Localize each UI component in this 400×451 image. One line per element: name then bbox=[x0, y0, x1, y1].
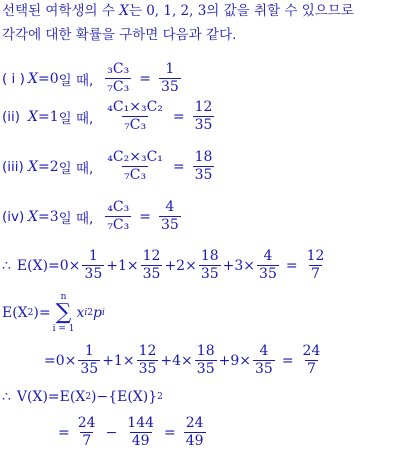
summand-p: p bbox=[93, 305, 102, 321]
variance-lhs: V(X)=E(X bbox=[16, 389, 86, 405]
case-suffix: 일 때, bbox=[58, 160, 94, 177]
case-1 bbox=[2, 62, 183, 95]
fraction-denominator: 35 bbox=[80, 361, 99, 377]
fraction-numerator: 24 bbox=[185, 415, 204, 431]
case-variable: X bbox=[28, 208, 38, 225]
intro-line-1 bbox=[2, 2, 354, 20]
variance-fraction-b bbox=[125, 416, 156, 449]
second-moment-result bbox=[301, 344, 323, 377]
summand-x: x bbox=[76, 305, 85, 321]
expectation-fraction-4 bbox=[257, 249, 279, 282]
intro-values: 0, 1, 2, 3 bbox=[146, 3, 207, 19]
fraction-numerator: 12 bbox=[306, 248, 325, 264]
summation-lower: i = 1 bbox=[52, 324, 75, 334]
therefore-symbol: ∴ bbox=[2, 257, 11, 274]
case-combination-fraction bbox=[105, 62, 131, 95]
expectation-term-3: +2× bbox=[164, 257, 197, 274]
case-2 bbox=[2, 100, 216, 133]
fraction-denominator: 35 bbox=[142, 266, 161, 282]
expectation-term-4: +3× bbox=[222, 257, 256, 274]
equals-sign: = bbox=[285, 257, 298, 274]
fraction-denominator: 35 bbox=[196, 361, 215, 377]
case-combination-fraction bbox=[105, 200, 131, 233]
fraction-denominator: 35 bbox=[254, 361, 273, 377]
fraction-numerator: 12 bbox=[194, 99, 213, 115]
variance-result bbox=[184, 416, 206, 449]
case-combination-fraction bbox=[105, 150, 165, 183]
case-value: 1 bbox=[49, 108, 59, 125]
case-probability-fraction bbox=[193, 100, 215, 133]
equals-sign: = bbox=[164, 424, 176, 441]
intro-text-a: 선택된 여학생의 수 bbox=[2, 3, 115, 19]
intro-variable: X bbox=[119, 3, 129, 19]
case-suffix: 일 때, bbox=[58, 210, 94, 227]
case-label: (iii) bbox=[2, 158, 24, 175]
fraction-numerator: 1 bbox=[165, 61, 175, 77]
fraction-numerator: ₃C₃ bbox=[107, 61, 130, 77]
fraction-numerator: 4 bbox=[263, 248, 273, 264]
summand-p-index: i bbox=[101, 308, 105, 318]
case-variable: X bbox=[28, 108, 38, 125]
minus-sign: − bbox=[105, 424, 118, 441]
expectation-fraction-1 bbox=[82, 249, 104, 282]
second-moment-fraction-1 bbox=[78, 344, 100, 377]
case-4 bbox=[2, 200, 183, 233]
fraction-numerator: 12 bbox=[138, 343, 157, 359]
expectation-lhs: E(X) bbox=[16, 257, 49, 274]
case-eq: = bbox=[37, 158, 50, 175]
second-moment-term-4: +9× bbox=[218, 352, 251, 369]
fraction-numerator: ₄C₁×₃C₂ bbox=[107, 99, 163, 115]
expectation-fraction-2 bbox=[141, 249, 163, 282]
second-moment-definition bbox=[2, 292, 105, 334]
variance-sup-1: 2 bbox=[85, 392, 92, 402]
fraction-denominator: 49 bbox=[185, 433, 204, 449]
case-suffix: 일 때, bbox=[58, 110, 94, 127]
variance-line bbox=[58, 416, 208, 449]
fraction-numerator: 18 bbox=[200, 248, 219, 264]
case-eq: = bbox=[37, 208, 50, 225]
expectation-term-2: +1× bbox=[106, 257, 139, 274]
case-combination-fraction bbox=[105, 100, 165, 133]
second-moment-lhs-pre: E(X bbox=[2, 305, 28, 321]
fraction-denominator: 49 bbox=[131, 433, 150, 449]
summand-x-index: i bbox=[84, 308, 88, 318]
case-value: 2 bbox=[49, 158, 59, 175]
fraction-numerator: 12 bbox=[142, 248, 161, 264]
summation-upper: n bbox=[60, 292, 67, 302]
summation-symbol bbox=[53, 292, 75, 334]
fraction-numerator: 4 bbox=[165, 199, 175, 215]
therefore-symbol: ∴ bbox=[2, 389, 11, 405]
fraction-denominator: 7 bbox=[307, 361, 316, 377]
fraction-denominator: 35 bbox=[160, 217, 179, 233]
second-moment-fraction-2 bbox=[137, 344, 159, 377]
case-probability-fraction bbox=[193, 150, 215, 183]
fraction-denominator: ₇C₃ bbox=[107, 217, 130, 233]
case-variable: X bbox=[28, 70, 38, 87]
intro-text-b: 는 bbox=[128, 3, 142, 19]
case-eq: = bbox=[37, 70, 50, 87]
case-variable: X bbox=[28, 158, 38, 175]
intro-text-c: 의 값을 취할 수 있으므로 bbox=[206, 3, 354, 19]
fraction-denominator: 35 bbox=[200, 266, 219, 282]
fraction-numerator: 24 bbox=[302, 343, 321, 359]
fraction-numerator: 4 bbox=[259, 343, 269, 359]
fraction-denominator: 7 bbox=[311, 266, 320, 282]
fraction-denominator: 7 bbox=[82, 433, 92, 449]
case-probability-fraction bbox=[159, 200, 181, 233]
equals-sign: = bbox=[281, 352, 294, 369]
case-3 bbox=[2, 150, 216, 183]
second-moment-line bbox=[44, 344, 324, 377]
fraction-denominator: 35 bbox=[194, 117, 213, 133]
fraction-denominator: 35 bbox=[194, 167, 213, 183]
fraction-numerator: 18 bbox=[194, 149, 213, 165]
variance-mid: )−{E(X)} bbox=[91, 389, 158, 405]
second-moment-lhs-post: )= bbox=[33, 305, 51, 321]
second-moment-term-3: +4× bbox=[160, 352, 193, 369]
variance-fraction-a bbox=[76, 416, 98, 449]
case-value: 0 bbox=[49, 70, 59, 87]
fraction-denominator: 35 bbox=[84, 266, 103, 282]
expectation-result bbox=[305, 249, 327, 282]
second-moment-term-2: +1× bbox=[102, 352, 135, 369]
expectation-fraction-3 bbox=[199, 249, 221, 282]
case-suffix: 일 때, bbox=[58, 72, 94, 89]
equals-sign: = bbox=[58, 424, 70, 441]
fraction-numerator: ₄C₃ bbox=[107, 199, 130, 215]
variance-sup-2: 2 bbox=[157, 392, 163, 402]
case-probability-fraction bbox=[159, 62, 181, 95]
second-moment-fraction-4 bbox=[253, 344, 275, 377]
variance-definition bbox=[2, 389, 163, 405]
equals-sign: = bbox=[172, 158, 185, 175]
second-moment-term-1: =0× bbox=[44, 352, 77, 369]
intro-line-2: 각각에 대한 확률을 구하면 다음과 같다. bbox=[2, 27, 237, 43]
fraction-numerator: 18 bbox=[196, 343, 215, 359]
equals-sign: = bbox=[139, 70, 151, 87]
fraction-numerator: 24 bbox=[77, 415, 96, 431]
fraction-numerator: ₄C₂×₃C₁ bbox=[107, 149, 163, 165]
case-label: (iv) bbox=[2, 208, 25, 225]
fraction-denominator: 35 bbox=[138, 361, 157, 377]
fraction-denominator: 35 bbox=[160, 79, 179, 95]
expectation-term-1: =0× bbox=[48, 257, 81, 274]
equals-sign: = bbox=[172, 108, 185, 125]
summand-square: 2 bbox=[87, 308, 93, 318]
fraction-denominator: ₇C₃ bbox=[107, 79, 130, 95]
case-eq: = bbox=[37, 108, 50, 125]
fraction-denominator: 35 bbox=[259, 266, 277, 282]
case-label: (ii) bbox=[2, 108, 21, 125]
fraction-numerator: 1 bbox=[84, 343, 94, 359]
expectation-line bbox=[2, 249, 328, 282]
fraction-numerator: 144 bbox=[127, 415, 155, 431]
sigma-glyph: ∑ bbox=[55, 300, 72, 325]
fraction-denominator: ₇C₃ bbox=[124, 117, 147, 133]
fraction-numerator: 1 bbox=[88, 248, 98, 264]
fraction-denominator: ₇C₃ bbox=[124, 167, 147, 183]
second-moment-lhs-sup: 2 bbox=[27, 308, 34, 318]
equals-sign: = bbox=[139, 208, 151, 225]
second-moment-fraction-3 bbox=[195, 344, 217, 377]
case-label: ( i ) bbox=[2, 70, 25, 87]
case-value: 3 bbox=[49, 208, 59, 225]
